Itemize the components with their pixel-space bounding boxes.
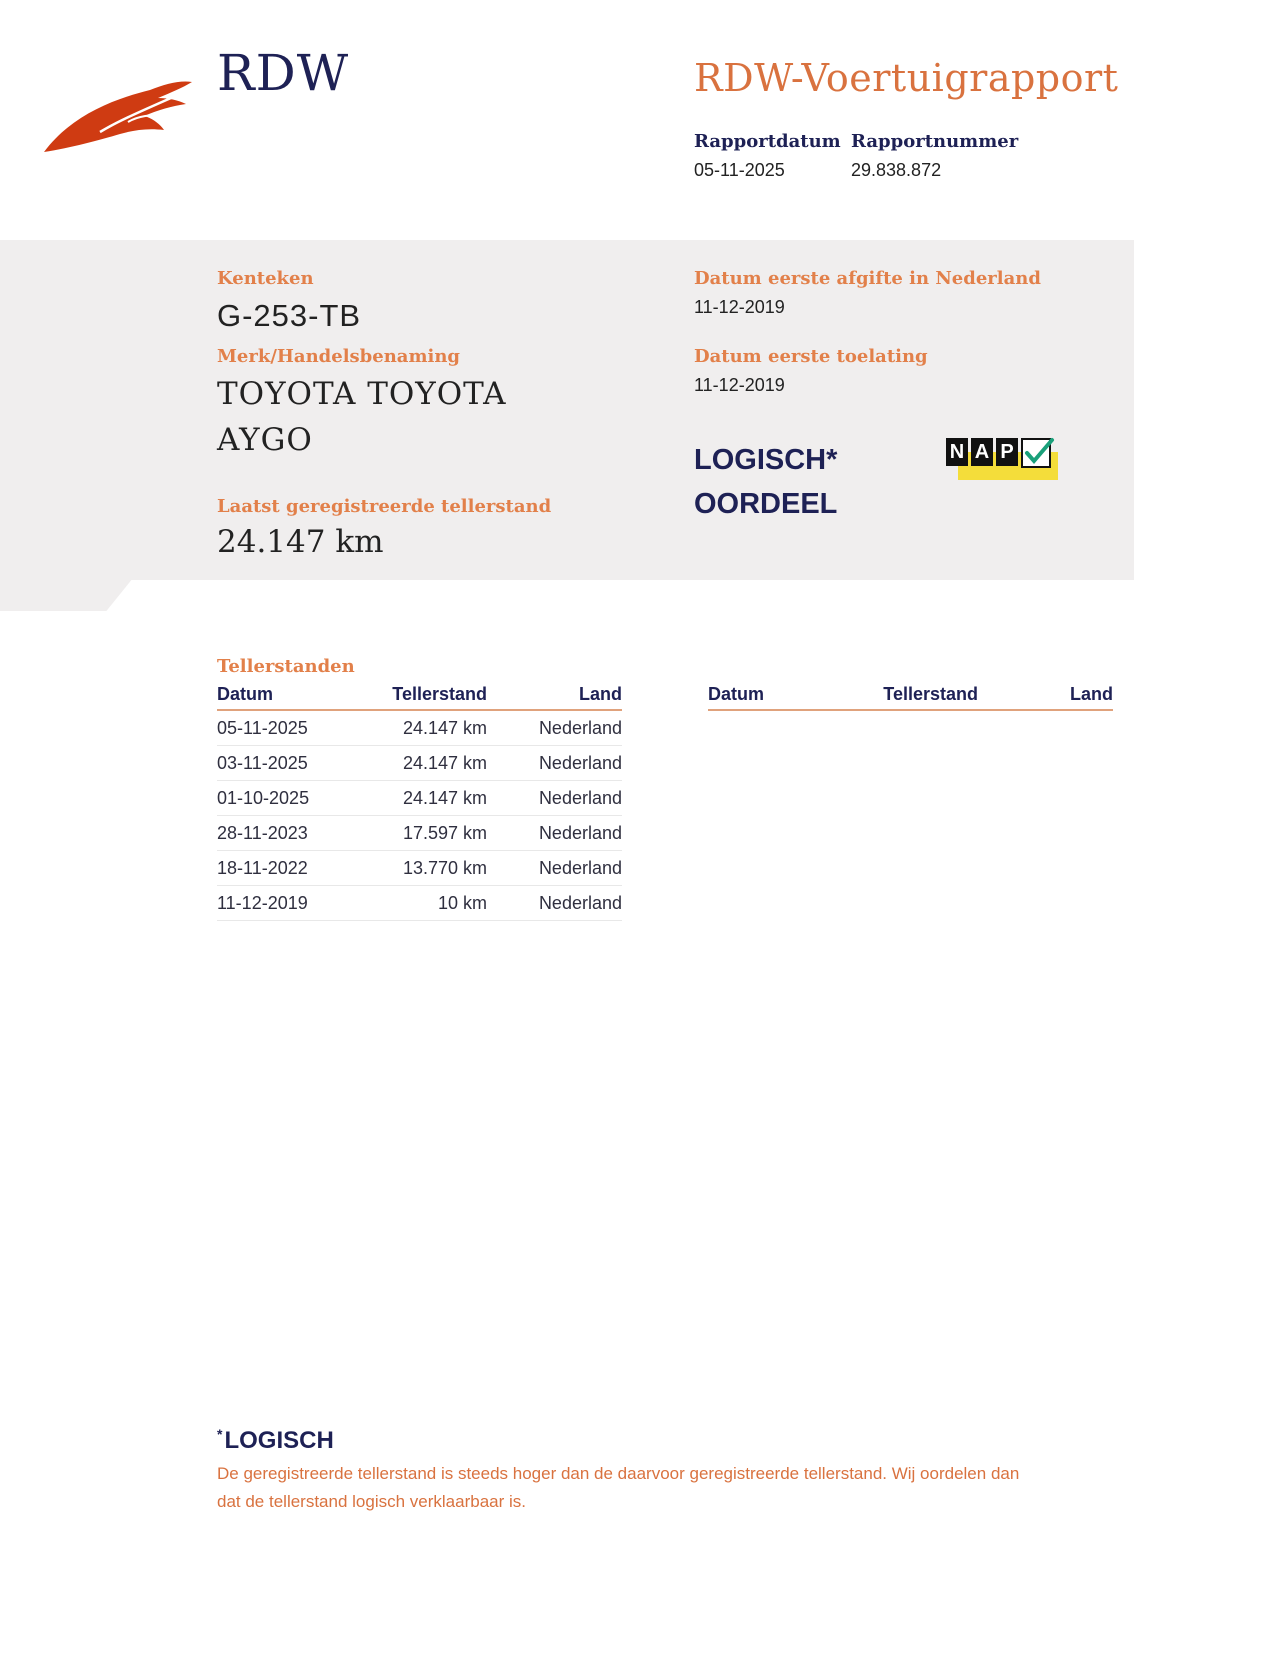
row-date: 18-11-2022 — [217, 851, 367, 886]
col-country-header: Land — [487, 684, 622, 710]
readings-header-row-secondary — [708, 684, 1113, 710]
row-country: Nederland — [487, 710, 622, 746]
summary-panel-tail — [0, 578, 133, 611]
check-icon — [1021, 436, 1055, 470]
row-reading: 10 km — [367, 886, 487, 921]
row-reading: 24.147 km — [367, 710, 487, 746]
table-row — [217, 746, 622, 781]
report-number-label: Rapportnummer — [851, 131, 1019, 152]
summary-panel — [0, 240, 1134, 580]
first-admission-label: Datum eerste toelating — [694, 346, 928, 367]
table-row — [217, 851, 622, 886]
nap-letter-n: N — [946, 438, 968, 466]
col-date-header: Datum — [217, 684, 367, 710]
row-country: Nederland — [487, 816, 622, 851]
footnote-title — [217, 1426, 334, 1455]
col-date-header-secondary: Datum — [708, 684, 858, 710]
table-row — [217, 816, 622, 851]
row-date: 28-11-2023 — [217, 816, 367, 851]
row-reading: 17.597 km — [367, 816, 487, 851]
first-admission-value: 11-12-2019 — [694, 375, 785, 395]
footnote-text-line1: De geregistreerde tellerstand is steeds hoger dan de daarvoor geregistreerde tellerstand. Wij oordelen dan — [217, 1464, 1020, 1483]
row-country: Nederland — [487, 781, 622, 816]
footnote-title-text: LOGISCH — [224, 1427, 334, 1454]
report-number-value: 29.838.872 — [851, 160, 942, 180]
row-date: 01-10-2025 — [217, 781, 367, 816]
readings-table-secondary — [708, 684, 1113, 711]
first-issue-nl-label: Datum eerste afgifte in Nederland — [694, 268, 1041, 289]
make-value-line1: TOYOTA TOYOTA — [217, 376, 507, 412]
footnote-marker: * — [217, 1426, 223, 1442]
plate-value: G-253-TB — [217, 298, 362, 333]
row-date: 03-11-2025 — [217, 746, 367, 781]
brand-name: RDW — [217, 44, 350, 102]
report-title: RDW-Voertuigrapport — [694, 56, 1119, 100]
report-date-value: 05-11-2025 — [694, 160, 785, 180]
row-date: 05-11-2025 — [217, 710, 367, 746]
row-country: Nederland — [487, 851, 622, 886]
footnote-text-line2: dat de tellerstand logisch verklaarbaar is. — [217, 1492, 526, 1511]
first-issue-nl-value: 11-12-2019 — [694, 297, 785, 317]
table-row — [217, 710, 622, 746]
verdict-line1: LOGISCH* — [694, 444, 838, 476]
row-reading: 13.770 km — [367, 851, 487, 886]
make-value-line2: AYGO — [217, 422, 313, 458]
nap-badge — [946, 436, 1058, 484]
nap-letter-p: P — [996, 438, 1018, 466]
row-reading: 24.147 km — [367, 781, 487, 816]
odometer-label: Laatst geregistreerde tellerstand — [217, 496, 552, 517]
make-label: Merk/Handelsbenaming — [217, 346, 461, 367]
readings-title: Tellerstanden — [217, 656, 355, 677]
readings-table — [217, 684, 622, 921]
table-row — [217, 781, 622, 816]
col-reading-header-secondary: Tellerstand — [858, 684, 978, 710]
row-country: Nederland — [487, 746, 622, 781]
row-country: Nederland — [487, 886, 622, 921]
col-country-header-secondary: Land — [978, 684, 1113, 710]
rdw-logo-icon — [40, 72, 195, 157]
odometer-value: 24.147 km — [217, 524, 384, 560]
verdict-line2: OORDEEL — [694, 488, 838, 520]
nap-letter-a: A — [971, 438, 993, 466]
col-reading-header: Tellerstand — [367, 684, 487, 710]
plate-label: Kenteken — [217, 268, 314, 289]
report-date-label: Rapportdatum — [694, 131, 841, 152]
row-date: 11-12-2019 — [217, 886, 367, 921]
readings-header-row — [217, 684, 622, 710]
table-row — [217, 886, 622, 921]
row-reading: 24.147 km — [367, 746, 487, 781]
